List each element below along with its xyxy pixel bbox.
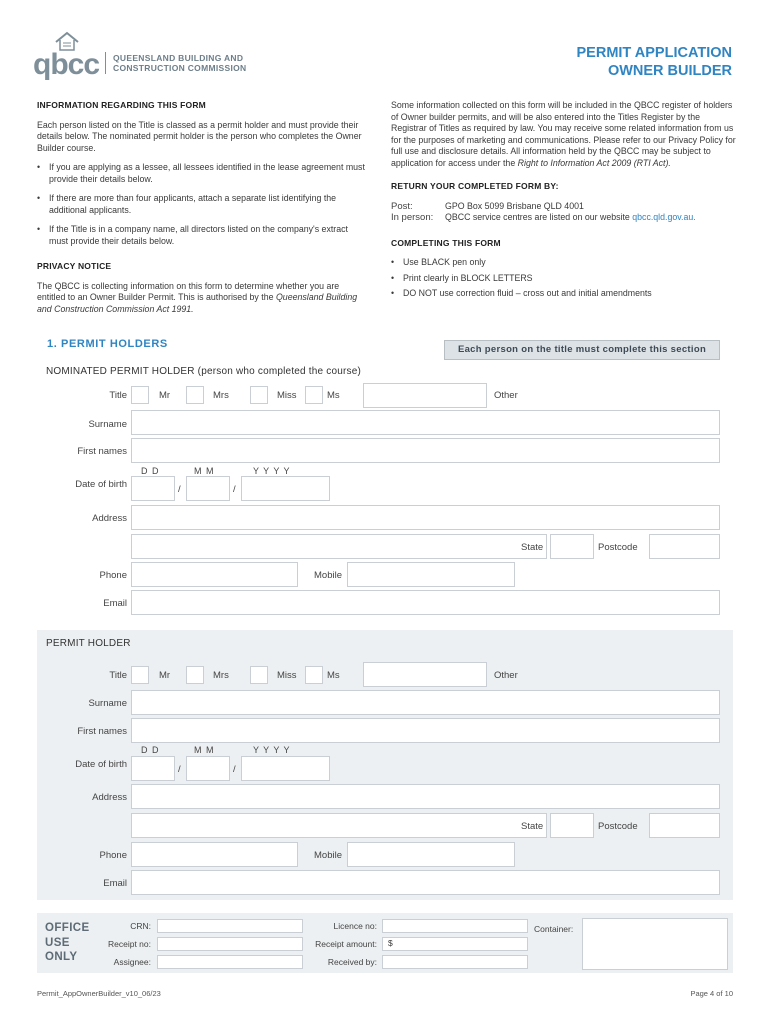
phone-label: Phone: [99, 850, 127, 861]
address-line1-input[interactable]: [131, 784, 720, 809]
postcode-label: Postcode: [598, 542, 638, 553]
privacy-heading: PRIVACY NOTICE: [37, 261, 112, 271]
dob-year-input[interactable]: [241, 756, 330, 781]
completing-heading: COMPLETING THIS FORM: [391, 237, 501, 248]
nominated-holder-note: (person who completed the course): [197, 366, 362, 377]
office-use-panel: [37, 913, 733, 973]
title-label: Title: [109, 390, 127, 401]
privacy-text: [37, 281, 367, 316]
permit-holder-heading: PERMIT HOLDER: [46, 638, 131, 649]
email-input[interactable]: [131, 590, 720, 615]
address-label: Address: [92, 513, 127, 524]
page-header: [0, 0, 770, 95]
ms-label: Ms: [327, 670, 340, 681]
miss-label: Miss: [277, 670, 297, 681]
first-names-input[interactable]: [131, 718, 720, 743]
title-mrs-checkbox[interactable]: [186, 386, 204, 404]
container-input[interactable]: [582, 918, 728, 970]
dob-yyyy-hint: Y Y Y Y: [253, 745, 291, 755]
state-label: State: [521, 542, 544, 553]
completing-bullet: • Use BLACK pen only: [391, 257, 736, 269]
section-permit-holders: [37, 332, 733, 619]
dob-year-input[interactable]: [241, 476, 330, 501]
title-label: Title: [109, 670, 127, 681]
title-miss-checkbox[interactable]: [250, 666, 268, 684]
licence-no-input[interactable]: [382, 919, 528, 933]
surname-input[interactable]: [131, 690, 720, 715]
postcode-input[interactable]: [649, 534, 720, 559]
nominated-holder-title: NOMINATED PERMIT HOLDER: [46, 366, 195, 377]
postcode-input[interactable]: [649, 813, 720, 838]
miss-label: Miss: [277, 390, 297, 401]
form-title-line-1: PERMIT APPLICATION: [576, 45, 732, 61]
dob-day-input[interactable]: [131, 756, 175, 781]
title-other-input[interactable]: [363, 662, 487, 687]
dob-label: Date of birth: [75, 479, 127, 490]
dob-slash: /: [178, 484, 181, 495]
state-label: State: [521, 821, 544, 832]
title-ms-checkbox[interactable]: [305, 666, 323, 684]
org-line-2: CONSTRUCTION COMMISSION: [113, 63, 247, 73]
section-note: Each person on the title must complete this section: [444, 340, 720, 360]
rti-act: Right to Information Act 2009 (RTI Act).: [517, 157, 671, 168]
receipt-amount-label: Receipt amount:: [315, 939, 377, 949]
receipt-no-label: Receipt no:: [108, 939, 151, 949]
phone-label: Phone: [99, 570, 127, 581]
mr-label: Mr: [159, 670, 171, 681]
surname-label: Surname: [88, 698, 127, 709]
privacy-act: Queensland Building and Construction Commission Act 1991.: [37, 292, 358, 314]
info-column-right: [391, 100, 736, 308]
form-code: Permit_AppOwnerBuilder_v10_06/23: [37, 989, 161, 998]
dob-label: Date of birth: [75, 759, 127, 770]
completing-bullet: • DO NOT use correction fluid – cross out and initial amendments: [391, 288, 736, 300]
state-input[interactable]: [550, 534, 594, 559]
phone-input[interactable]: [131, 562, 298, 587]
dob-mm-hint: M M: [194, 745, 215, 755]
receipt-amount-input[interactable]: [382, 937, 528, 951]
assignee-input[interactable]: [157, 955, 303, 969]
return-heading: RETURN YOUR COMPLETED FORM BY:: [391, 181, 559, 191]
other-label: Other: [494, 670, 518, 681]
page-number: Page 4 of 10: [690, 989, 733, 998]
register-body: Some information collected on this form will be included in the QBCC register of holders of Owner builder permits, and will be also entered into the Titles Register by the Registrar of Titles as required by law. You may receive some related information from us for the purposes of marketing and communications. Please refer to our Privacy Policy for full use and disclosure details. All information held by the QBCC may be subject to application for access under the: [391, 100, 736, 168]
section-permit-holder: [37, 630, 733, 900]
address-line2-input[interactable]: [131, 534, 547, 559]
website-link[interactable]: qbcc.qld.gov.au.: [632, 212, 696, 222]
section-title: 1. PERMIT HOLDERS: [47, 338, 168, 350]
licence-no-label: Licence no:: [333, 921, 377, 931]
logo-divider: [105, 52, 106, 74]
dob-slash: /: [233, 484, 236, 495]
org-line-1: QUEENSLAND BUILDING AND: [113, 53, 244, 63]
info-bullet: • If the Title is in a company name, all directors listed on the company's extract must provide their details below.: [37, 224, 367, 247]
surname-input[interactable]: [131, 410, 720, 435]
title-mrs-checkbox[interactable]: [186, 666, 204, 684]
return-post: [391, 201, 736, 213]
form-title-line-2: OWNER BUILDER: [607, 63, 732, 79]
inperson-value: [445, 212, 696, 224]
mrs-label: Mrs: [213, 390, 229, 401]
dob-slash: /: [178, 764, 181, 775]
title-mr-checkbox[interactable]: [131, 666, 149, 684]
title-other-input[interactable]: [363, 383, 487, 408]
return-in-person: [391, 212, 736, 224]
mobile-label: Mobile: [314, 850, 342, 861]
mobile-input[interactable]: [347, 562, 515, 587]
page-footer: [37, 989, 733, 998]
postcode-label: Postcode: [598, 821, 638, 832]
dob-dd-hint: D D: [141, 466, 160, 476]
ms-label: Ms: [327, 390, 340, 401]
info-intro: Each person listed on the Title is classed as a permit holder and must provide their details below. The nominated permit holder is the person who completes the Owner Builder course.: [37, 119, 362, 153]
title-ms-checkbox[interactable]: [305, 386, 323, 404]
inperson-text: QBCC service centres are listed on our website: [445, 212, 630, 222]
info-bullet: • If you are applying as a lessee, all lessees identified in the lease agreement must provide their details below.: [37, 162, 367, 185]
assignee-label: Assignee:: [113, 957, 151, 967]
crn-input[interactable]: [157, 919, 303, 933]
nominated-holder-heading: [46, 366, 361, 377]
organisation-name: [113, 53, 246, 73]
dob-mm-hint: M M: [194, 466, 215, 476]
dob-day-input[interactable]: [131, 476, 175, 501]
address-line1-input[interactable]: [131, 505, 720, 530]
office-title-line: ONLY: [45, 951, 78, 963]
dob-yyyy-hint: Y Y Y Y: [253, 466, 291, 476]
privacy-body: The QBCC is collecting information on this form to determine whether you are entitled to an Owner Builder Permit. This is authorised by the: [37, 280, 340, 302]
mr-label: Mr: [159, 390, 171, 401]
received-by-input[interactable]: [382, 955, 528, 969]
email-label: Email: [103, 878, 127, 889]
register-text: [391, 100, 736, 169]
title-mr-checkbox[interactable]: [131, 386, 149, 404]
office-title-line: OFFICE: [45, 922, 90, 934]
crn-label: CRN:: [130, 921, 151, 931]
info-heading: INFORMATION REGARDING THIS FORM: [37, 100, 206, 110]
mobile-input[interactable]: [347, 842, 515, 867]
logo-wordmark: qbcc: [33, 48, 100, 81]
post-label: Post:: [391, 200, 413, 212]
post-address: GPO Box 5099 Brisbane QLD 4001: [445, 200, 584, 211]
info-column-left: [37, 100, 367, 323]
email-label: Email: [103, 598, 127, 609]
email-input[interactable]: [131, 870, 720, 895]
completing-bullet: • Print clearly in BLOCK LETTERS: [391, 273, 736, 285]
first-names-input[interactable]: [131, 438, 720, 463]
dollar-sign: $: [388, 938, 393, 948]
form-title: [577, 44, 732, 80]
first-names-label: First names: [77, 446, 127, 457]
dob-dd-hint: D D: [141, 745, 160, 755]
info-bullet: • If there are more than four applicants, attach a separate list identifying the additional applicants.: [37, 193, 367, 216]
dob-month-input[interactable]: [186, 476, 230, 501]
surname-label: Surname: [88, 419, 127, 430]
container-label: Container:: [534, 924, 574, 934]
address-label: Address: [92, 792, 127, 803]
mobile-label: Mobile: [314, 570, 342, 581]
phone-input[interactable]: [131, 842, 298, 867]
address-line2-input[interactable]: [131, 813, 547, 838]
dob-month-input[interactable]: [186, 756, 230, 781]
first-names-label: First names: [77, 726, 127, 737]
office-title-line: USE: [45, 936, 70, 949]
mrs-label: Mrs: [213, 670, 229, 681]
state-input[interactable]: [550, 813, 594, 838]
receipt-no-input[interactable]: [157, 937, 303, 951]
received-by-label: Received by:: [327, 957, 377, 967]
other-label: Other: [494, 390, 518, 401]
inperson-label: In person:: [391, 212, 434, 223]
title-miss-checkbox[interactable]: [250, 386, 268, 404]
dob-slash: /: [233, 764, 236, 775]
